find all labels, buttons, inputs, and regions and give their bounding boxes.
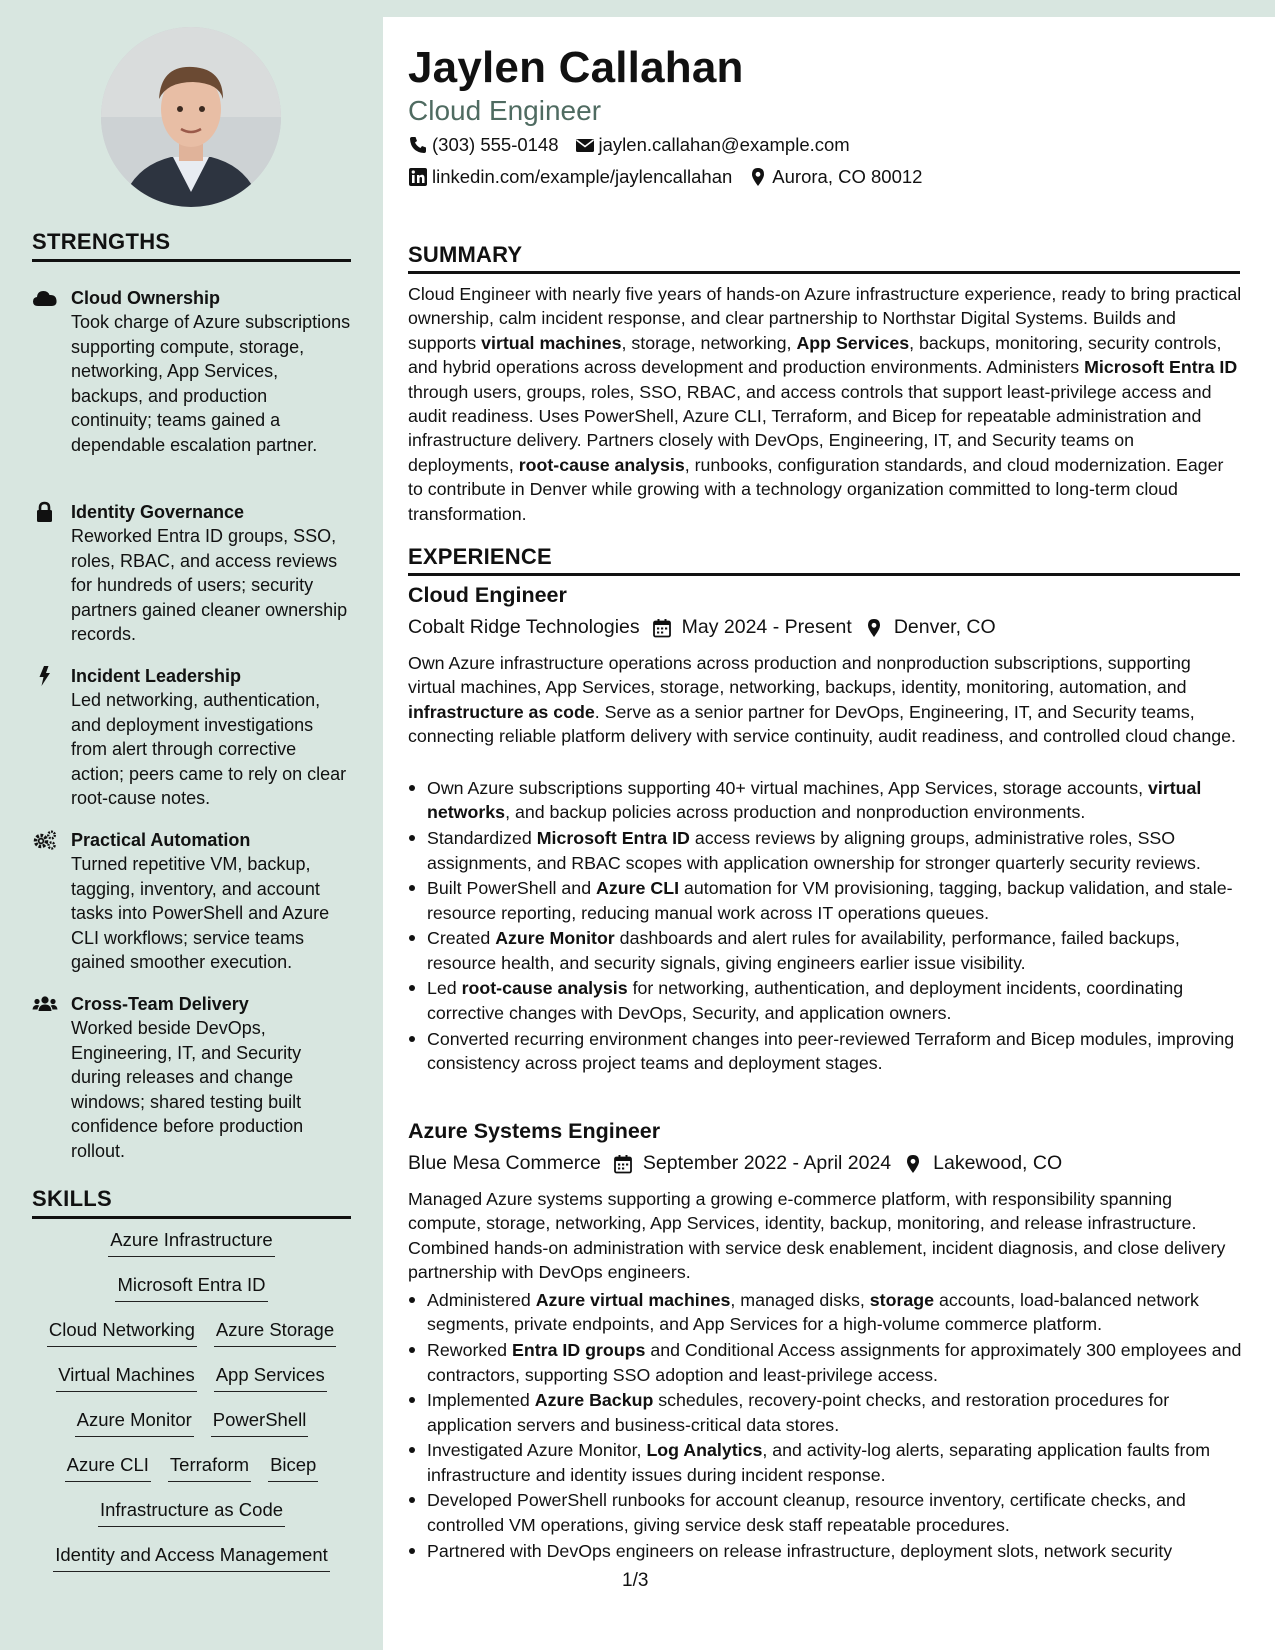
candidate-role: Cloud Engineer	[408, 95, 602, 126]
skill-tag: Cloud Networking	[47, 1318, 197, 1347]
text-run: Implemented	[427, 1390, 535, 1411]
email-text: jaylen.callahan@example.com	[598, 134, 850, 155]
text-run: automation for VM provisioning, tagging, backup validation, and stale-resource reporting, reducing manual work across IT operations queues.	[427, 878, 1233, 923]
strength-title: Incident Leadership	[71, 666, 242, 686]
text-run: , runbooks, configuration standards, and cloud modernization. Eager to contribute in Denver while growing with a technology organization committed to long-term cloud transformation.	[408, 454, 1224, 524]
job-title: Cloud Engineer	[408, 583, 567, 607]
strength-item	[32, 664, 352, 811]
linkedin[interactable]	[408, 166, 732, 188]
strength-title: Cloud Ownership	[71, 288, 221, 308]
avatar	[101, 27, 281, 207]
text-run: schedules, recovery-point checks, and restoration procedures for application servers and business-critical data stores.	[427, 1390, 1170, 1435]
bold-phrase: App Services	[796, 332, 910, 353]
text-run: Built PowerShell and	[427, 878, 597, 899]
text-run: Partnered with DevOps engineers on release infrastructure, deployment slots, network security	[427, 1540, 1173, 1561]
skill-tag: Infrastructure as Code	[98, 1498, 285, 1527]
strength-title: Practical Automation	[71, 830, 251, 850]
strengths-heading: STRENGTHS	[32, 229, 351, 262]
linkedin-icon	[408, 167, 428, 187]
text-run: Own Azure infrastructure operations across production and nonproduction subscriptions, supporting virtual machines, App Services, storage, networking, backups, identity, monitoring, automation, and	[408, 653, 1191, 698]
skill-row	[47, 1318, 336, 1363]
strength-item	[32, 286, 352, 457]
text-run: Created	[427, 928, 496, 949]
map-pin-icon	[903, 1154, 923, 1174]
text-run: access reviews by aligning groups, administrative roles, SSO assignments, and RBAC scopes with application ownership for stronger quarterly security reviews.	[427, 828, 1201, 873]
strength-text: Took charge of Azure subscriptions supporting compute, storage, networking, App Services, backups, and production continuity; teams gained a dependable escalation partner.	[71, 312, 351, 455]
bullet-item	[408, 776, 1243, 825]
bullet-item	[408, 1539, 1243, 1563]
email[interactable]	[575, 134, 850, 156]
text-run: , and backup policies across production and nonproduction environments.	[505, 802, 1086, 823]
map-pin-icon	[748, 167, 768, 187]
text-run: , managed disks,	[730, 1290, 870, 1310]
strength-title: Identity Governance	[71, 502, 245, 522]
strength-text: Worked beside DevOps, Engineering, IT, and Security during releases and change windows; shared testing built confidence before production rollout.	[71, 1018, 304, 1161]
skill-row	[56, 1363, 326, 1408]
bolt-icon	[32, 665, 58, 687]
bullet-item	[408, 1488, 1243, 1537]
gears-icon	[32, 829, 58, 851]
job-location: Denver, CO	[893, 616, 996, 638]
lock-icon	[32, 501, 58, 523]
text-run: Led	[427, 978, 462, 999]
skill-tag: Identity and Access Management	[53, 1543, 330, 1572]
text-run: Reworked	[427, 1340, 512, 1361]
skill-tag: Azure CLI	[65, 1453, 151, 1482]
bold-phrase: infrastructure as code	[408, 701, 595, 722]
phone-icon	[408, 135, 428, 155]
bold-phrase: Azure Backup	[534, 1390, 654, 1411]
bullet-item	[408, 1388, 1243, 1437]
summary-text	[408, 282, 1243, 526]
strength-text: Reworked Entra ID groups, SSO, roles, RBAC, and access reviews for hundreds of users; security partners gained cleaner ownership records.	[71, 526, 348, 644]
strength-item	[32, 992, 352, 1163]
text-run: Administered	[427, 1290, 536, 1310]
text-run: Investigated Azure Monitor,	[427, 1440, 647, 1461]
skills-list	[32, 1228, 351, 1588]
job-bullets	[408, 776, 1243, 1077]
text-run: Own Azure subscriptions supporting 40+ virtual machines, App Services, storage accounts,	[427, 778, 1149, 798]
skill-tag: Azure Infrastructure	[108, 1228, 274, 1257]
skill-tag: PowerShell	[211, 1408, 309, 1437]
job-location: Lakewood, CO	[933, 1152, 1063, 1174]
bold-phrase: Entra ID groups	[512, 1340, 646, 1361]
job-company: Blue Mesa Commerce	[408, 1152, 601, 1174]
text-run: , storage, networking,	[621, 332, 797, 353]
skill-tag: Azure Monitor	[75, 1408, 194, 1437]
candidate-name: Jaylen Callahan	[408, 43, 744, 92]
text-run: Developed PowerShell runbooks for account cleanup, resource inventory, certificate checks, and controlled VM operations, giving service desk staff repeatable procedures.	[427, 1490, 1186, 1535]
job-meta	[408, 616, 996, 639]
bullet-item	[408, 976, 1243, 1025]
strength-title: Cross-Team Delivery	[71, 994, 249, 1014]
text-run: accounts, load-balanced network segments, private endpoints, and App Services for a high-volume commerce platform.	[427, 1290, 1199, 1335]
calendar-icon	[652, 618, 672, 638]
bold-phrase: root-cause analysis	[518, 454, 685, 475]
job-meta	[408, 1152, 1062, 1175]
cloud-icon	[32, 287, 58, 309]
skill-row	[98, 1498, 285, 1543]
bold-phrase: storage	[869, 1290, 934, 1310]
phone[interactable]	[408, 134, 559, 156]
bullet-item	[408, 876, 1243, 925]
skill-row	[53, 1543, 330, 1588]
skill-tag: Microsoft Entra ID	[115, 1273, 267, 1302]
contact-row-1	[408, 134, 850, 156]
contact-row-2	[408, 166, 922, 188]
skill-row	[65, 1453, 319, 1498]
phone-text: (303) 555-0148	[432, 134, 559, 155]
map-pin-icon	[864, 618, 884, 638]
bold-phrase: root-cause analysis	[461, 978, 628, 999]
bullet-item	[408, 826, 1243, 875]
job-summary	[408, 1187, 1243, 1285]
envelope-icon	[575, 135, 595, 155]
skill-row	[108, 1228, 274, 1273]
bold-phrase: Microsoft Entra ID	[536, 828, 690, 849]
linkedin-text: linkedin.com/example/jaylencallahan	[432, 166, 733, 187]
text-run: Cloud Engineer with nearly five years of hands-on Azure infrastructure experience, ready to bring practical ownership, calm incident response, and clear partnership to Northstar Digital Systems. Builds and supports	[408, 284, 1242, 353]
skill-tag: App Services	[214, 1363, 327, 1392]
skill-row	[75, 1408, 309, 1453]
bullet-item	[408, 1027, 1243, 1076]
profile-photo	[101, 27, 281, 207]
bold-phrase: Azure Monitor	[495, 928, 615, 949]
skill-tag: Terraform	[168, 1453, 251, 1482]
experience-heading: EXPERIENCE	[408, 544, 1240, 576]
strength-item	[32, 500, 352, 647]
users-icon	[32, 993, 58, 1015]
bold-phrase: virtual networks	[427, 778, 1202, 823]
bold-phrase: virtual machines	[481, 332, 622, 353]
text-run: . Serve as a senior partner for DevOps, Engineering, IT, and Security teams, connecting reliable platform delivery with service continuity, audit readiness, and controlled cloud change.	[408, 701, 1236, 747]
strength-text: Turned repetitive VM, backup, tagging, inventory, and account tasks into PowerShell and Azure CLI workflows; service teams gained smoother execution.	[71, 854, 330, 972]
calendar-icon	[613, 1154, 633, 1174]
text-run: dashboards and alert rules for availability, performance, failed backups, resource health, and security signals, giving engineers earlier issue visibility.	[427, 928, 1180, 973]
text-run: and Conditional Access assignments for approximately 300 employees and contractors, supporting SSO adoption and least-privilege access.	[427, 1340, 1242, 1385]
text-run: for networking, authentication, and deployment incidents, coordinating corrective changes with DevOps, Security, and application owners.	[427, 978, 1184, 1023]
job-dates: May 2024 - Present	[681, 616, 852, 638]
job-bullets	[408, 1288, 1243, 1564]
bullet-item	[408, 926, 1243, 975]
skill-tag: Azure Storage	[214, 1318, 336, 1347]
job-summary	[408, 651, 1243, 749]
bold-phrase: Log Analytics	[646, 1440, 763, 1461]
bullet-item	[408, 1438, 1243, 1487]
skills-heading: SKILLS	[32, 1186, 351, 1219]
location-text: Aurora, CO 80012	[772, 166, 923, 187]
bold-phrase: Azure CLI	[596, 878, 680, 899]
skill-tag: Bicep	[268, 1453, 318, 1482]
location	[748, 166, 922, 188]
text-run: Managed Azure systems supporting a growing e-commerce platform, with responsibility spanning compute, storage, networking, App Services, identity, backup, monitoring, and release infrastructure. Combined hands-on administration with service desk enablement, incident diagnosis, and close delivery partnership with DevOps engineers.	[408, 1189, 1226, 1283]
bullet-item	[408, 1288, 1243, 1337]
job-dates: September 2022 - April 2024	[642, 1152, 892, 1174]
main-content	[383, 17, 1275, 1650]
job-title: Azure Systems Engineer	[408, 1119, 661, 1143]
skill-row	[115, 1273, 267, 1318]
strength-item	[32, 828, 352, 975]
bold-phrase: Azure virtual machines	[535, 1290, 731, 1310]
skill-tag: Virtual Machines	[56, 1363, 196, 1392]
page-number: 1/3	[622, 1570, 649, 1591]
text-run: , and activity-log alerts, separating application faults from infrastructure and identity issues during incident response.	[427, 1440, 1211, 1485]
text-run: Converted recurring environment changes into peer-reviewed Terraform and Bicep modules, improving consistency across project teams and deployment stages.	[427, 1028, 1235, 1073]
text-run: , backups, monitoring, security controls, and hybrid operations across development and production environments. Administers	[408, 332, 1222, 378]
bold-phrase: Microsoft Entra ID	[1084, 357, 1238, 378]
summary-heading: SUMMARY	[408, 242, 1240, 274]
text-run: through users, groups, roles, SSO, RBAC, and access controls that support least-privilege access and audit readiness. Uses PowerShell, Azure CLI, Terraform, and Bicep for repeatable administration and infrastructure delivery. Partners closely with DevOps, Engineering, IT, and Security teams on deployments,	[408, 381, 1212, 475]
strength-text: Led networking, authentication, and deployment investigations from alert through corrective action; peers came to rely on clear root-cause notes.	[71, 690, 347, 808]
sidebar	[0, 0, 383, 1650]
job-company: Cobalt Ridge Technologies	[408, 616, 640, 638]
bullet-item	[408, 1338, 1243, 1387]
text-run: Standardized	[427, 828, 537, 849]
